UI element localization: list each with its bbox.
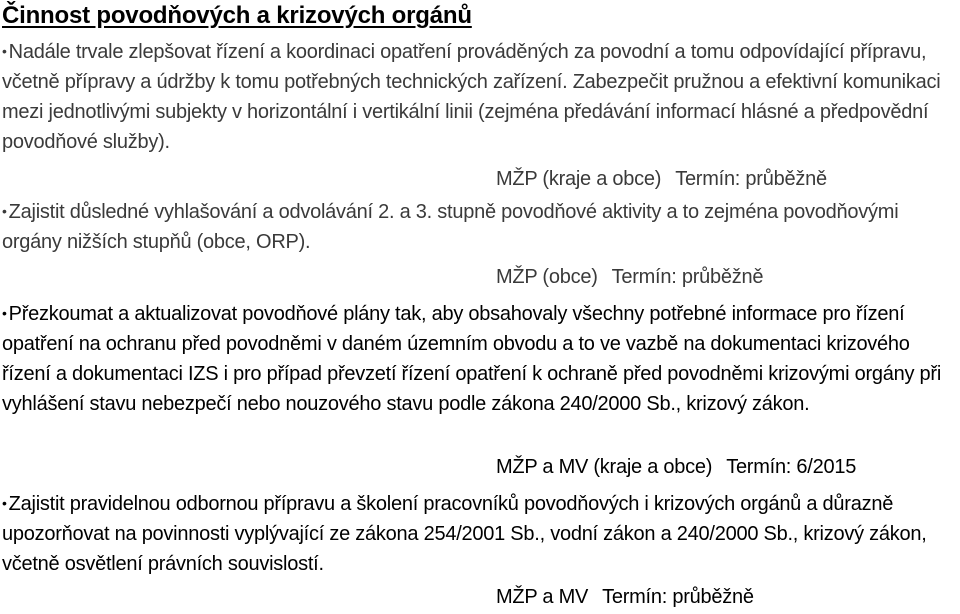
responsible-party: MŽP a MV [496,586,589,608]
list-item [2,298,954,419]
item-text: Přezkoumat a aktualizovat povodňové plány tak, aby obsahovaly všechny potřebné informace pro řízení opatření na ochranu před povodněmi v daném územním obvodu a to ve vazbě na dokumentaci krizového řízení a dokumentaci IZS i pro případ převzetí řízení opatření k ochraně před povodněmi krizovými orgány při vyhlášení stavu nebezpečí nebo nouzového stavu podle zákona 240/2000 Sb., krizový zákon. [2,303,942,415]
list-item [2,36,954,157]
list-item [2,196,954,257]
deadline: Termín: 6/2015 [726,456,857,478]
responsibility-line [496,262,763,292]
bullet: • [2,305,7,321]
responsible-party: MŽP (kraje a obce) [496,168,662,190]
item-text: Zajistit důsledné vyhlašování a odvolávání 2. a 3. stupně povodňové aktivity a to zejména povodňovými orgány nižších stupňů (obce, ORP). [2,201,899,253]
bullet: • [2,495,7,511]
item-text: Zajistit pravidelnou odbornou přípravu a školení pracovníků povodňových i krizových orgánů a důrazně upozorňovat na povinnosti vyplývající ze zákona 254/2001 Sb., vodní zákon a 240/2000 Sb., krizový zákon, včetně osvětlení právních souvislostí. [2,493,927,575]
responsibility-line [496,164,827,194]
item-text: Nadále trvale zlepšovat řízení a koordinaci opatření prováděných za povodní a tomu odpovídající přípravu, včetně přípravy a údržby k tomu potřebných technických zařízení. Zabezpečit pružnou a efektivní komunikaci mezi jednotlivými subjekty v horizontální i vertikální linii (zejména předávání informací hlásné a předpovědní povodňové služby). [2,41,941,153]
bullet: • [2,43,7,59]
deadline: Termín: průběžně [611,266,764,288]
responsibility-line [496,582,754,612]
responsible-party: MŽP a MV (kraje a obce) [496,456,713,478]
page-title: Činnost povodňových a krizových orgánů [2,2,472,29]
responsibility-line [496,452,856,482]
responsible-party: MŽP (obce) [496,266,598,288]
deadline: Termín: průběžně [675,168,827,190]
deadline: Termín: průběžně [602,586,754,608]
list-item [2,488,954,579]
bullet: • [2,203,7,219]
